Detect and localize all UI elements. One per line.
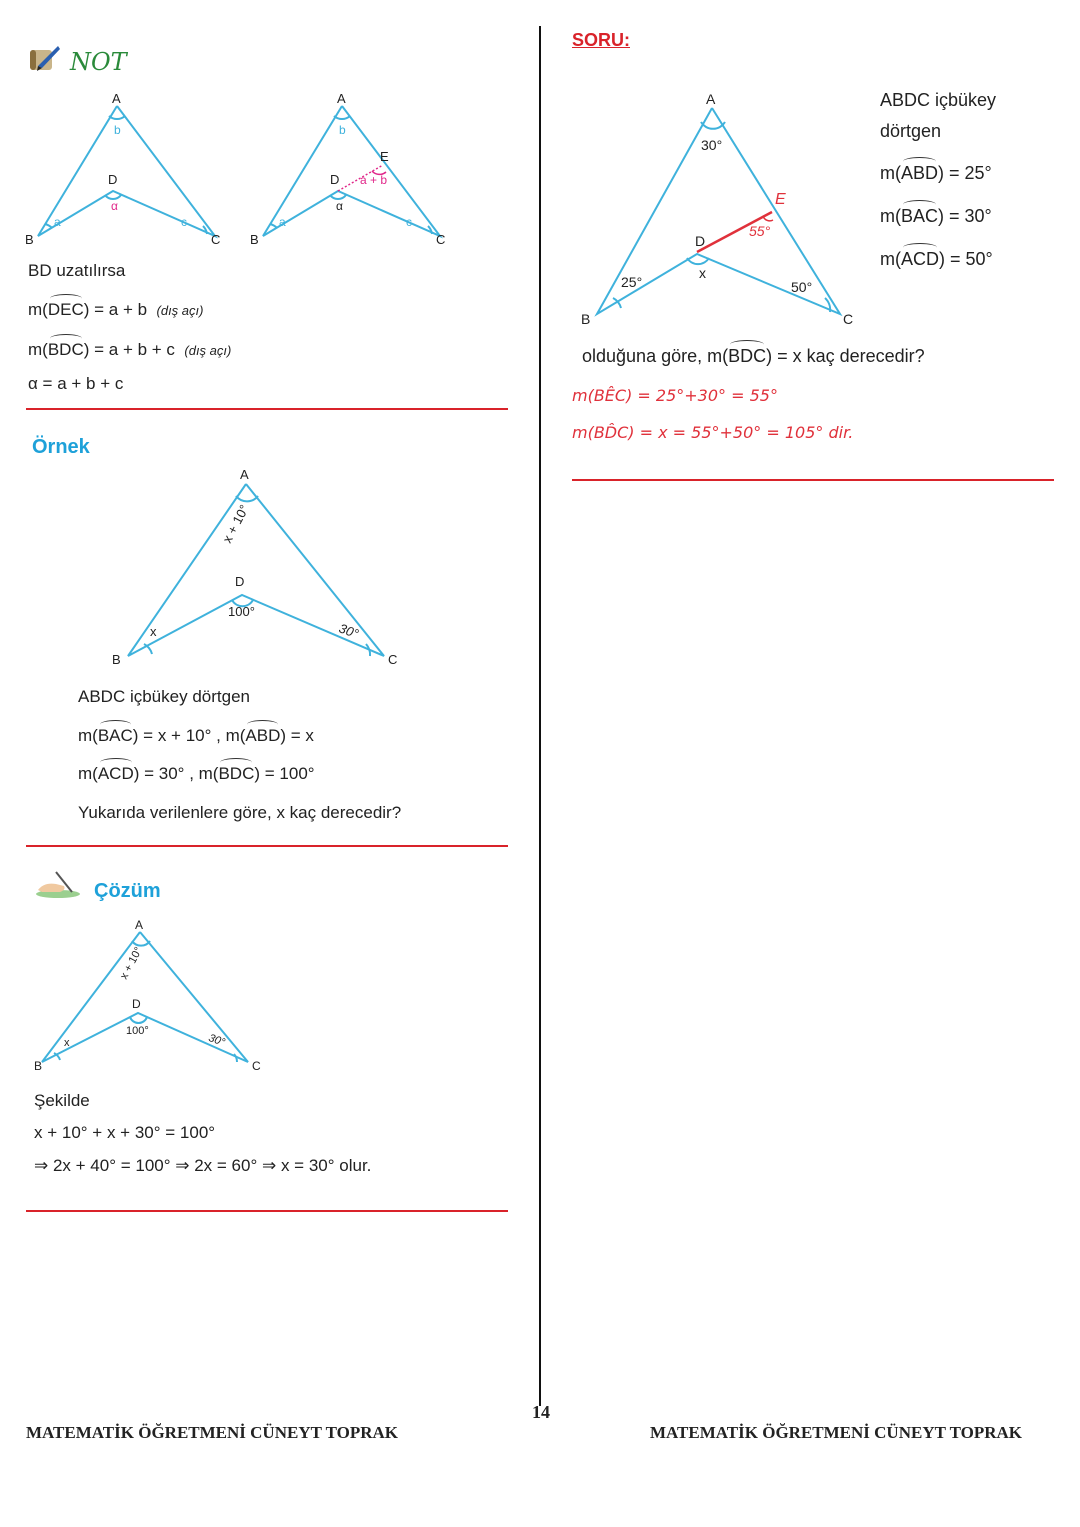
svg-text:C: C [843,311,854,327]
page-number: 14 [532,1402,550,1422]
svg-text:x + 10°: x + 10° [118,945,145,982]
not-line-1: BD uzatılırsa [28,261,126,280]
svg-text:A: A [112,91,121,106]
cozum-title: Çözüm [94,880,161,902]
svg-text:D: D [695,233,706,249]
svg-text:x: x [150,624,157,639]
svg-text:A: A [706,91,716,107]
svg-text:100°: 100° [228,604,255,619]
svg-text:D: D [235,574,245,589]
svg-text:x: x [64,1037,70,1049]
svg-text:55°: 55° [749,223,771,239]
svg-text:B: B [112,652,121,667]
svg-text:C: C [388,652,398,667]
svg-text:D: D [330,172,340,187]
svg-text:c: c [181,215,187,229]
section-divider [26,845,508,847]
cozum-line-1: Şekilde [34,1091,90,1110]
footer-right: MATEMATİK ÖĞRETMENİ CÜNEYT TOPRAK [650,1423,1022,1442]
svg-text:A: A [337,91,346,106]
svg-text:a: a [54,215,61,229]
section-divider [572,479,1054,481]
svg-text:A: A [135,918,144,932]
ornek-figure [110,464,410,674]
svg-text:B: B [34,1059,43,1073]
column-divider [539,26,541,1406]
svg-text:30°: 30° [701,137,723,153]
not-figure-1 [25,88,235,248]
ornek-line-1: ABDC içbükey dörtgen [78,687,250,706]
footer-left: MATEMATİK ÖĞRETMENİ CÜNEYT TOPRAK [26,1423,398,1442]
svg-text:B: B [581,311,591,327]
svg-text:a: a [279,215,286,229]
section-divider [26,1210,508,1212]
svg-text:B: B [250,232,259,247]
svg-text:a + b: a + b [360,173,388,187]
svg-text:x + 10°: x + 10° [219,502,252,546]
svg-text:B: B [25,232,34,247]
svg-text:E: E [380,149,389,164]
handwritten-step-2: m(BD̂C) = x = 55°+50° = 105° dir. [572,423,854,442]
svg-text:C: C [436,232,446,247]
soru-given-3: m(ABD) = 25° [880,163,992,183]
ornek-question: Yukarıda verilenlere göre, x kaç derecedir? [78,803,402,822]
not-header [28,44,127,79]
svg-text:D: D [132,997,141,1011]
ornek-line-2: m(BAC) = x + 10° , m(ABD) = x [78,726,314,745]
ornek-title: Örnek [32,436,90,458]
svg-text:30°: 30° [206,1032,227,1049]
not-line-4: α = a + b + c [28,374,124,393]
ornek-line-3: m(ACD) = 30° , m(BDC) = 100° [78,764,315,783]
cozum-line-2: x + 10° + x + 30° = 100° [34,1123,216,1142]
not-figure-2 [248,88,458,248]
soru-question: olduğuna göre, m(BDC) = x kaç derecedir? [582,346,925,366]
svg-text:α: α [111,199,118,213]
soru-given-1: ABDC içbükey [880,90,997,110]
svg-text:α: α [336,199,343,213]
svg-text:b: b [114,123,121,137]
soru-title: SORU: [572,30,630,50]
not-title: NOT [70,48,127,76]
svg-text:C: C [252,1059,261,1073]
svg-text:D: D [108,172,118,187]
svg-text:25°: 25° [621,274,643,290]
svg-text:E: E [775,191,786,208]
svg-text:A: A [240,467,249,482]
svg-text:b: b [339,123,346,137]
section-divider [26,408,508,410]
scroll-quill-icon [28,44,62,74]
handwritten-step-1: m(BÊC) = 25°+30° = 55° [572,386,778,405]
not-line-3: m(BDC) = a + b + c (dış açı) [28,340,232,359]
svg-text:c: c [406,215,412,229]
soru-given-2: dörtgen [880,121,942,141]
cozum-line-3: ⇒ 2x + 40° = 100° ⇒ 2x = 60° ⇒ x = 30° olur. [34,1156,372,1175]
svg-text:30°: 30° [337,620,361,642]
soru-figure [575,88,870,333]
svg-text:x: x [699,265,706,281]
cozum-figure [32,914,272,1079]
writing-hand-icon [34,870,84,900]
svg-text:100°: 100° [126,1025,149,1037]
svg-text:C: C [211,232,221,247]
soru-given-4: m(BAC) = 30° [880,206,992,226]
svg-text:50°: 50° [791,279,813,295]
not-line-2: m(DEC) = a + b (dış açı) [28,300,204,319]
soru-given-5: m(ACD) = 50° [880,249,993,269]
